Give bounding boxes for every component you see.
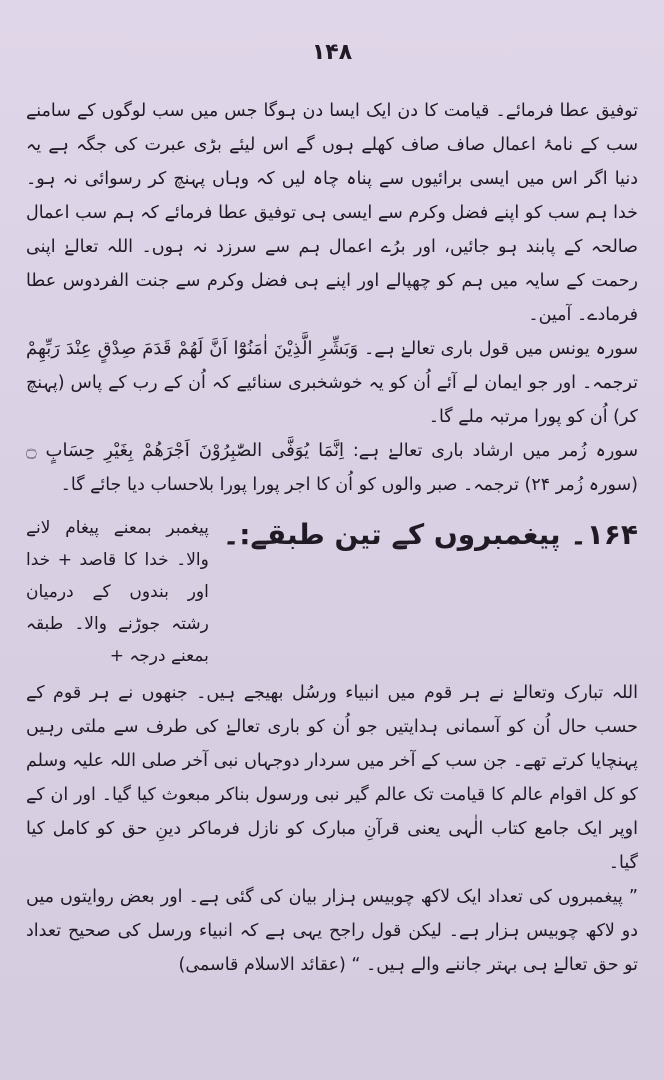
page-number: ۱۴۸ [311, 40, 353, 65]
surah-zumar-intro: سورہ زُمر میں ارشاد باری تعالےٰ ہے: [352, 441, 638, 461]
section-heading-row [26, 512, 638, 672]
surah-zumar-verse: اِنَّمَا يُوَفَّى الصّٰبِرُوْنَ اَجْرَهُمْ بِغَيْرِ حِسَابٍ ۝ [26, 440, 345, 461]
section-heading: ۱۶۴۔ پیغمبروں کے تین طبقے:۔ [222, 518, 638, 551]
quote-text: ” پیغمبروں کی تعداد ایک لاکھ چوبیس ہزار بیان کی گئی ہے۔ اور بعض روایتوں میں دو لاکھ چوبیس ہزار ہے۔ لیکن قول راجح یہی ہے کہ انبیاء ورسل کی صحیح تعداد تو حق تعالےٰ ہی بہتر جاننے والے ہیں۔ “ [26, 887, 638, 975]
page-content [26, 94, 638, 982]
surah-yunus-verse: وَبَشِّرِ الَّذِيْنَ اٰمَنُوْٓا اَنَّ لَهُمْ قَدَمَ صِدْقٍ عِنْدَ رَبِّهِمْ [26, 338, 359, 359]
section-body: اللہ تبارک وتعالےٰ نے ہر قوم میں انبیاء ورسُل بھیجے ہیں۔ جنھوں نے ہر قوم کے حسب حال اُن کو آسمانی ہدایتیں جو اُن کو باری تعالےٰ کی طرف سے ملتی رہیں پہنچایا کرتے تھے۔ جن سب کے آخر میں سردار دوجہاں نبی آخر صلی اللہ علیہ وسلم کو کل اقوام عالم کا قیامت تک عالم گیر نبی ورسول بناکر مبعوث کیا گیا۔ اور ان کے اوپر ایک جامع کتاب الٰہی یعنی قرآنِ مبارک کو نازل فرماکر دینِ حق کو کامل کیا گیا۔ [26, 683, 638, 873]
surah-zumar-paragraph [26, 434, 638, 502]
surah-yunus-intro: سورہ یونس میں قول باری تعالےٰ ہے۔ [364, 339, 638, 359]
surah-yunus-translation: ترجمہ۔ اور جو ایمان لے آئے اُن کو یہ خوشخبری سنائیے کہ اُن کے رب کے پاس (پہنچ کر) اُن کو پورا مرتبہ ملے گا۔ [26, 373, 638, 427]
opening-paragraph: توفیق عطا فرمائے۔ قیامت کا دن ایک ایسا دن ہوگا جس میں سب لوگوں کے سامنے سب کے نامۂ اعمال صاف صاف کھلے ہوں گے اس لیئے بڑی عبرت کی جگہ ہے یہ دنیا اگر اس میں ایسی برائیوں سے پناہ چاہ لیں کہ وہاں پہنچ کر رسوائی نہ ہو۔ خدا ہم سب کو اپنے فضل وکرم سے ایسی ہی توفیق عطا فرمائے کہ ہم سب اعمال صالحہ کے پابند ہو جائیں، اور برُے اعمال ہم سے سرزد نہ ہوں۔ اللہ تعالےٰ اپنی رحمت کے سایہ میں ہم کو چھپالے اور اپنے ہی فضل وکرم سے جنت الفردوس عطا فرمادے۔ آمین۔ [26, 101, 638, 325]
surah-zumar-translation: (سورہ زُمر ۲۴) ترجمہ۔ صبر والوں کو اُن کا اجر پورا پورا بلاحساب دیا جائے گا۔ [60, 475, 638, 495]
surah-yunus-paragraph [26, 332, 638, 434]
section-definition: پیغمبر بمعنے پیغام لانے والا۔ خدا کا قاصد + خدا اور بندوں کے درمیان رشتہ جوڑنے والا۔ طبقہ بمعنے درجہ + [26, 518, 209, 666]
quoted-passage [26, 880, 638, 982]
quote-source: (عقائد الاسلام قاسمی) [178, 955, 346, 975]
